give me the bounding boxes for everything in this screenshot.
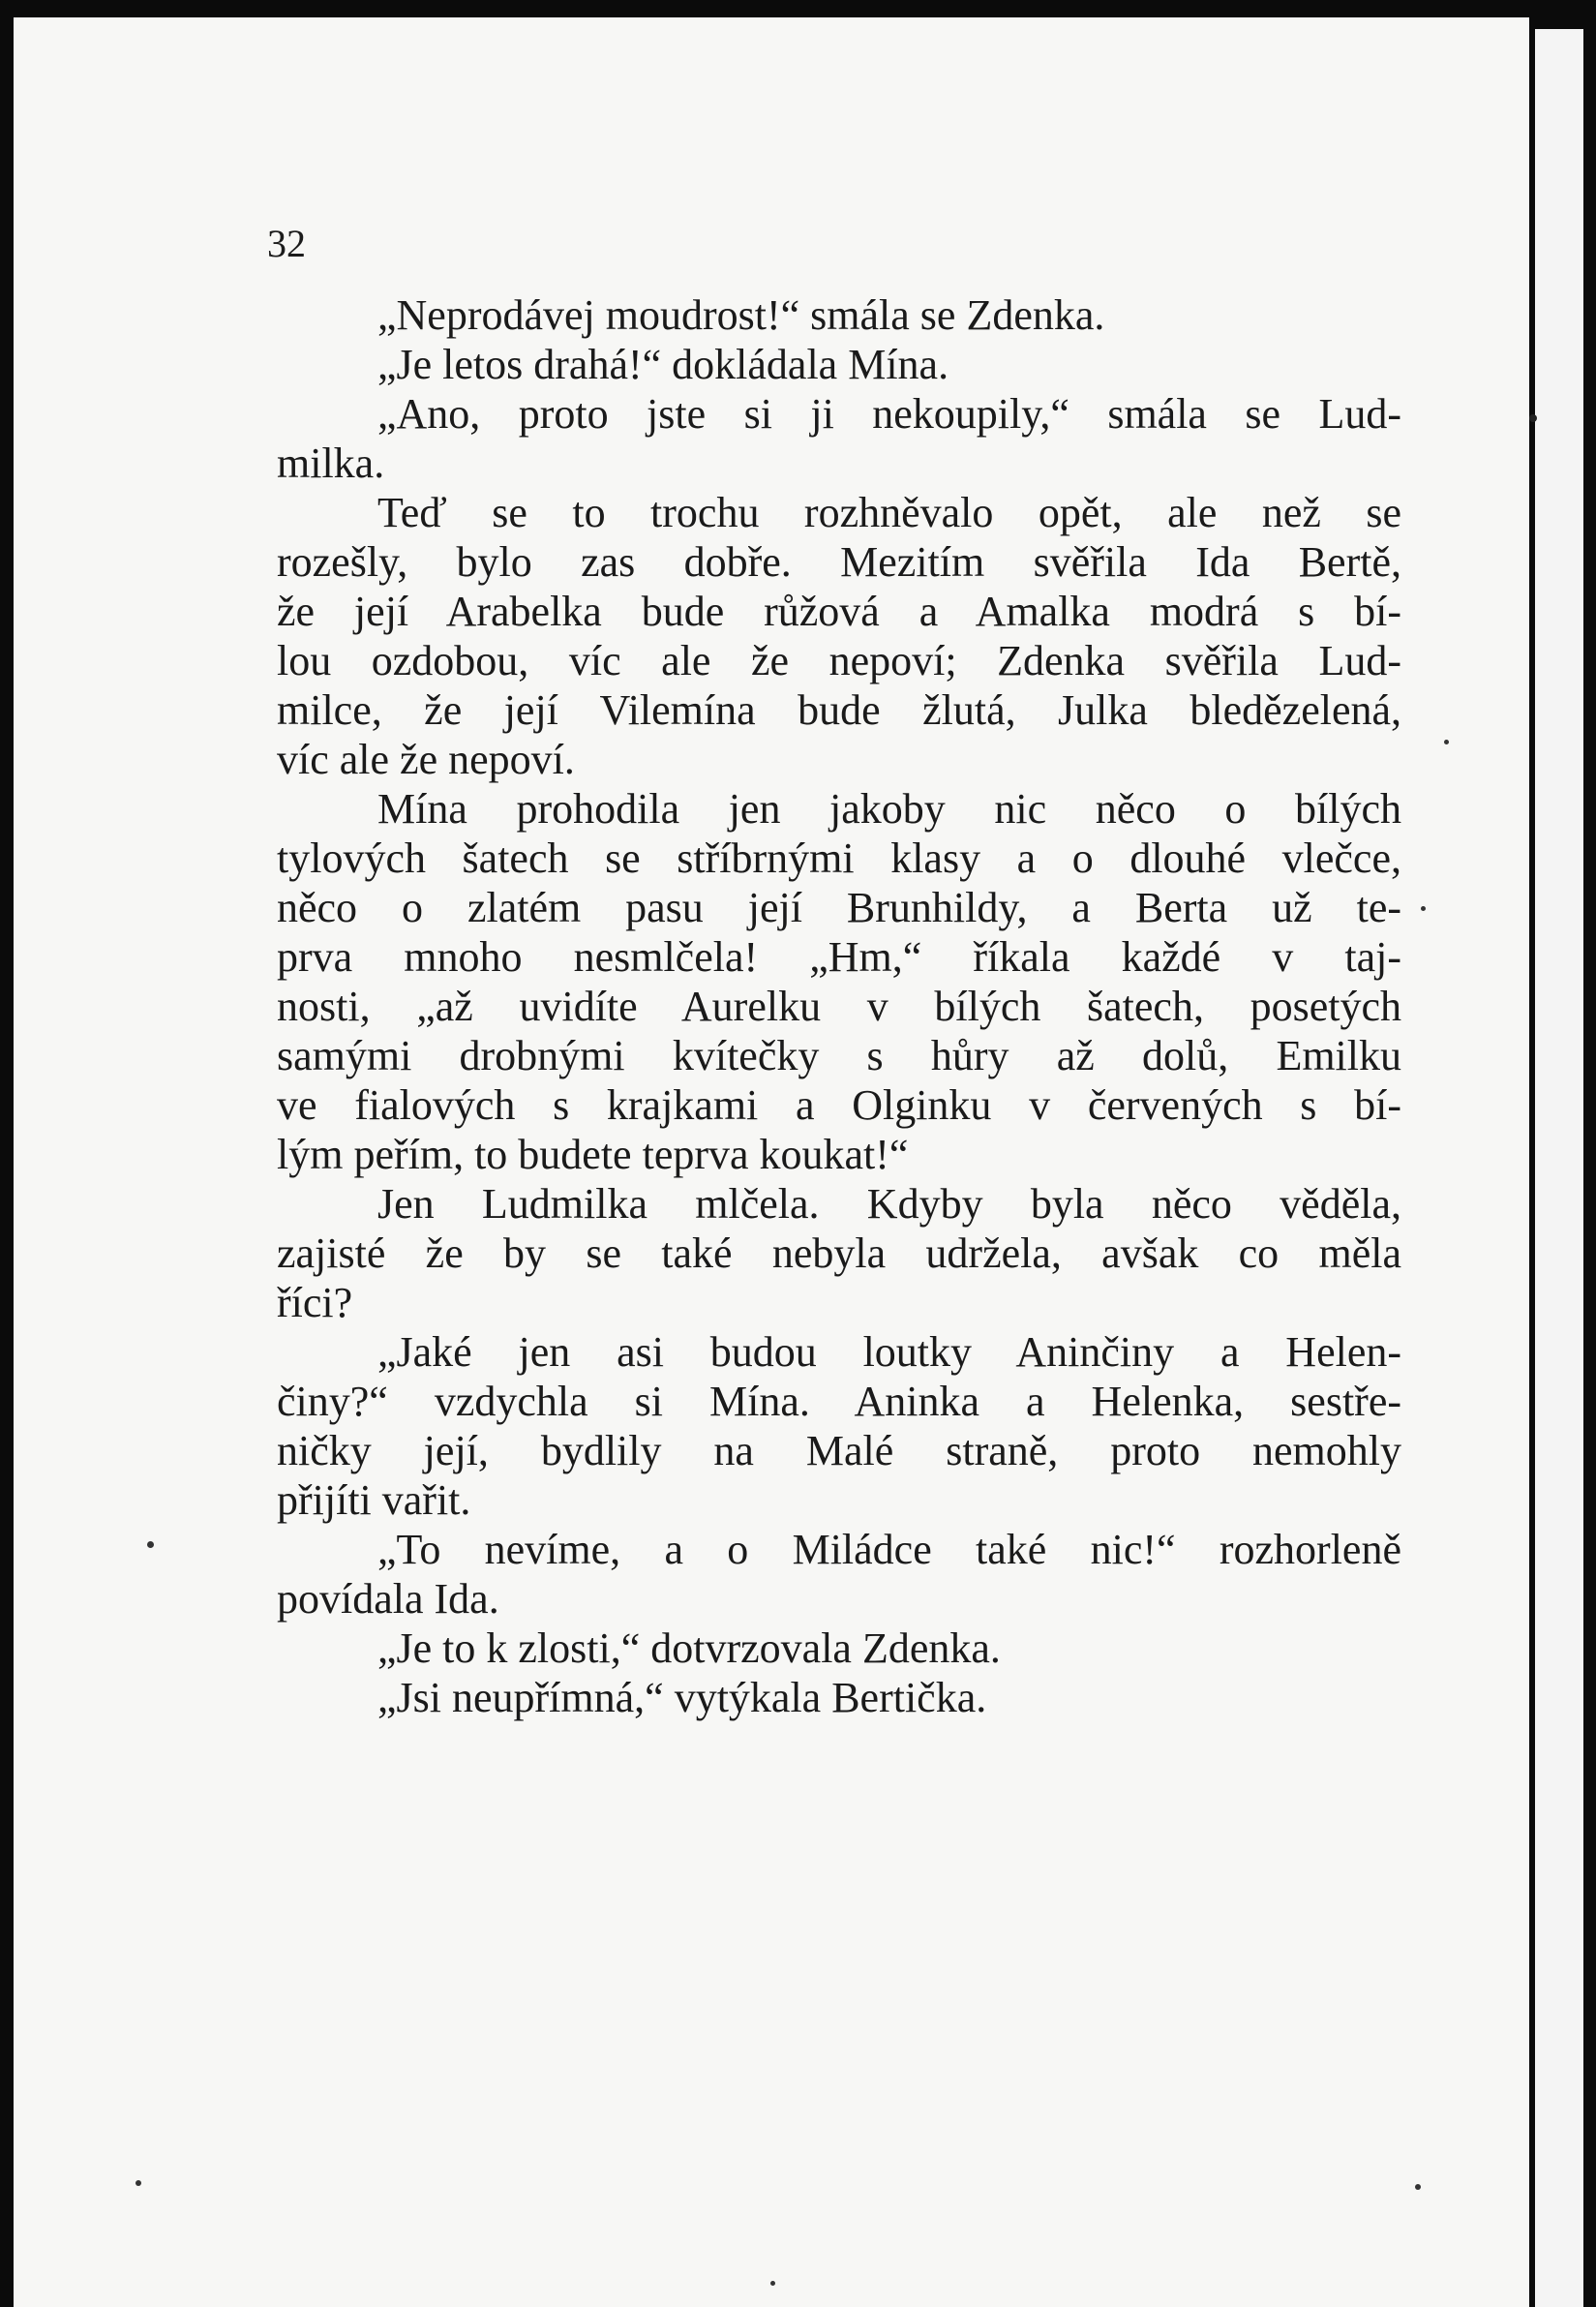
scan-speck <box>136 2180 141 2186</box>
scan-speck <box>1421 906 1426 911</box>
text-line: „Jsi neupřímná,“ vytýkala Bertička. <box>377 1674 987 1721</box>
text-line: „Ano, proto jste si ji nekoupily,“ smála se Lud- <box>377 390 1401 438</box>
text-line: „To nevíme, a o Miládce také nic!“ rozhorleně <box>377 1526 1401 1573</box>
text-line: lým peřím, to budete teprva koukat!“ <box>277 1131 909 1178</box>
text-line: činy?“ vzdychla si Mína. Aninka a Helenka, sestře- <box>277 1378 1401 1425</box>
text-line: rozešly, bylo zas dobře. Mezitím svěřila Ida Bertě, <box>277 538 1401 586</box>
scan-speck <box>770 2281 775 2286</box>
scan-speck <box>147 1541 154 1548</box>
text-line: povídala Ida. <box>277 1575 499 1623</box>
scan-border-left <box>0 0 14 2307</box>
text-line: ve fialových s krajkami a Olginku v červených s bí- <box>277 1081 1401 1129</box>
text-line: víc ale že nepoví. <box>277 736 575 783</box>
body-text <box>277 290 1401 1722</box>
page-number: 32 <box>267 222 306 265</box>
text-line: tylových šatech se stříbrnými klasy a o dlouhé vlečce, <box>277 835 1401 882</box>
text-line: přijíti vařit. <box>277 1476 471 1524</box>
text-line: „Neprodávej moudrost!“ smála se Zdenka. <box>377 291 1105 339</box>
text-line: Teď se to trochu rozhněvalo opět, ale než se <box>377 489 1401 536</box>
text-line: zajisté že by se také nebyla udržela, avšak co měla <box>277 1229 1401 1277</box>
text-line: prva mnoho nesmlčela! „Hm,“ říkala každé v taj- <box>277 933 1401 981</box>
text-line: Mína prohodila jen jakoby nic něco o bílých <box>377 785 1401 833</box>
text-line: říci? <box>277 1279 353 1326</box>
text-line: samými drobnými kvítečky s hůry až dolů, Emilku <box>277 1032 1401 1079</box>
text-line: ničky její, bydlily na Malé straně, proto nemohly <box>277 1427 1401 1474</box>
text-line: milce, že její Vilemína bude žlutá, Julka bledězelená, <box>277 686 1401 734</box>
scan-speck <box>1444 740 1449 744</box>
text-line: „Je letos drahá!“ dokládala Mína. <box>377 341 949 388</box>
text-line: „Je to k zlosti,“ dotvrzovala Zdenka. <box>377 1624 1001 1672</box>
text-line: nosti, „až uvidíte Aurelku v bílých šatech, posetých <box>277 983 1401 1030</box>
text-line: něco o zlatém pasu její Brunhildy, a Berta už te- <box>277 884 1401 931</box>
text-line: Jen Ludmilka mlčela. Kdyby byla něco věděla, <box>377 1180 1401 1228</box>
text-line: milka. <box>277 440 385 487</box>
scan-speck <box>1415 2184 1421 2190</box>
text-line: že její Arabelka bude růžová a Amalka modrá s bí- <box>277 588 1401 635</box>
text-line: „Jaké jen asi budou loutky Aninčiny a Helen- <box>377 1328 1401 1376</box>
scan-border-top <box>0 0 1596 17</box>
adjacent-page-edge <box>1535 29 1583 2307</box>
scan-speck <box>1529 414 1537 422</box>
text-line: lou ozdobou, víc ale že nepoví; Zdenka svěřila Lud- <box>277 637 1401 684</box>
